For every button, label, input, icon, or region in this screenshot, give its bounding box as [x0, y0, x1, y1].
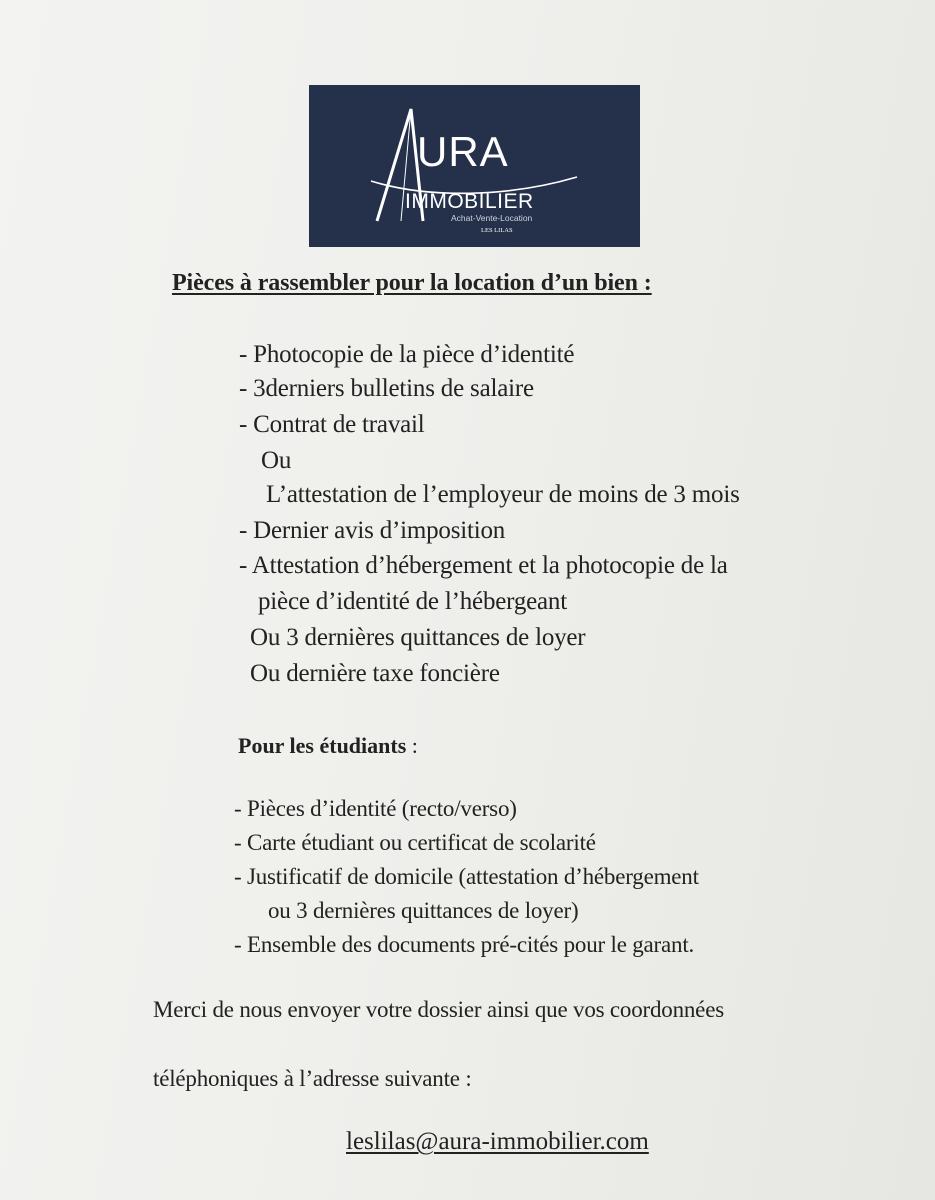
logo-city: LES LILAS [481, 227, 513, 234]
list-item: - 3derniers bulletins de salaire [239, 375, 534, 402]
contact-email-link[interactable]: leslilas@aura-immobilier.com [346, 1128, 649, 1155]
student-list-item: - Ensemble des documents pré-cités pour le garant. [234, 932, 695, 957]
student-list-item: - Carte étudiant ou certificat de scolarité [234, 830, 596, 855]
students-heading-colon: : [406, 733, 418, 758]
list-item: - Attestation d’hébergement et la photocopie de la [239, 552, 728, 579]
closing-line-2: téléphoniques à l’adresse suivante : [153, 1066, 472, 1091]
student-list-item: ou 3 dernières quittances de loyer) [268, 898, 579, 923]
list-item: - Photocopie de la pièce d’identité [239, 341, 575, 368]
logo-brand: URA [417, 128, 509, 175]
student-list-item: - Justificatif de domicile (attestation d’hébergement [234, 864, 699, 889]
list-item: L’attestation de l’employeur de moins de 3 mois [266, 481, 740, 508]
logo-tagline: Achat-Vente-Location [451, 213, 533, 223]
aura-immobilier-logo [309, 85, 640, 247]
list-item: pièce d’identité de l’hébergeant [258, 588, 567, 615]
closing-line-1: Merci de nous envoyer votre dossier ainsi que vos coordonnées [153, 997, 724, 1022]
logo-subtitle: IMMOBILIER [405, 190, 534, 213]
list-item: Ou dernière taxe foncière [250, 660, 500, 687]
document-title: Pièces à rassembler pour la location d’un bien : [172, 270, 652, 296]
list-item: - Contrat de travail [239, 411, 425, 438]
student-list-item: - Pièces d’identité (recto/verso) [234, 796, 517, 821]
list-item: Ou 3 dernières quittances de loyer [250, 624, 586, 651]
list-item: Ou [261, 447, 292, 474]
students-heading [238, 733, 418, 759]
students-heading-label: Pour les étudiants [238, 733, 407, 758]
list-item: - Dernier avis d’imposition [239, 517, 506, 544]
